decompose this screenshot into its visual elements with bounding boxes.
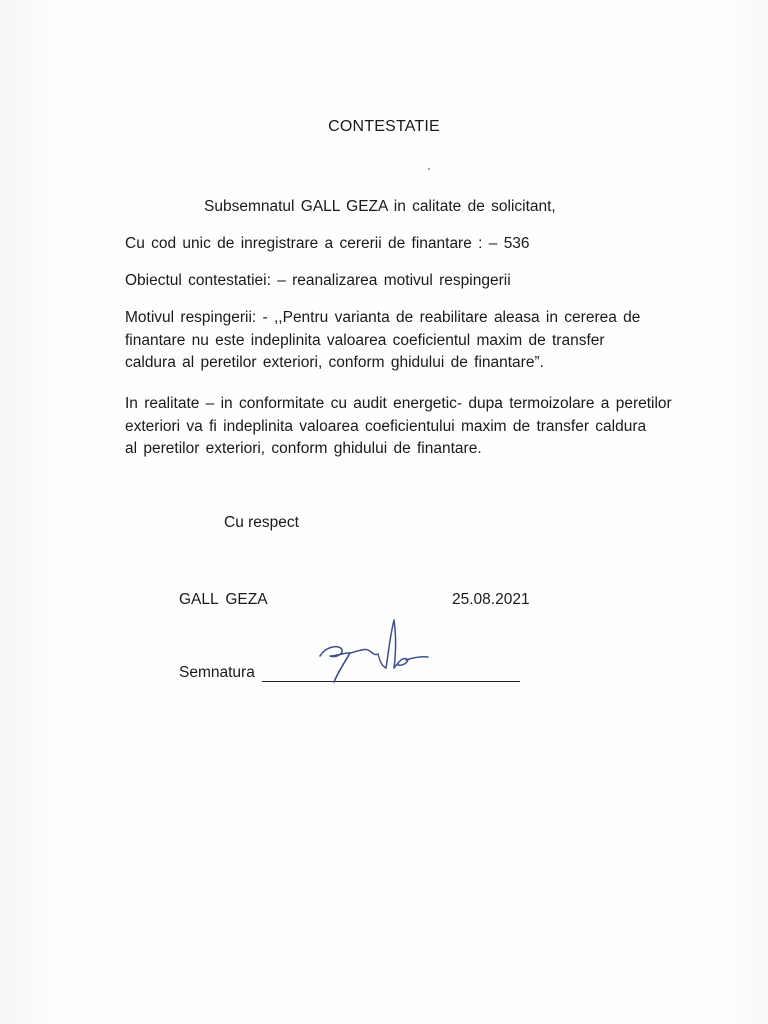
closing-text: Cu respect [224, 514, 299, 531]
rejection-reason-paragraph [125, 307, 725, 375]
signer-name: GALL GEZA [179, 591, 268, 608]
scan-speck [428, 168, 430, 170]
signature-label: Semnatura [179, 664, 255, 681]
handwritten-signature [316, 616, 436, 686]
reality-line-2: exteriori va fi indeplinita valoarea coeficientului maxim de transfer caldura [125, 417, 647, 435]
document-title: CONTESTATIE [328, 118, 440, 135]
reality-line-3: al peretilor exteriori, conform ghidului de finantare. [125, 440, 482, 457]
document-date: 25.08.2021 [452, 591, 530, 608]
rejection-reason-line-1: Motivul respingerii: - ,,Pentru varianta de reabilitare aleasa in cererea de [125, 309, 641, 326]
rejection-reason-line-3: caldura al peretilor exteriori, conform ghidului de finantare”. [125, 354, 544, 371]
reality-paragraph [125, 393, 725, 461]
registration-code-line: Cu cod unic de inregistrare a cererii de finantare : – 536 [125, 235, 530, 252]
applicant-line: Subsemnatul GALL GEZA in calitate de solicitant, [204, 198, 556, 215]
contestation-object-line: Obiectul contestatiei: – reanalizarea motivul respingerii [125, 272, 511, 289]
reality-line-1: In realitate – in conformitate cu audit energetic- dupa termoizolare a peretilor [125, 395, 672, 412]
rejection-reason-line-2: finantare nu este indeplinita valoarea coeficientul maxim de transfer [125, 331, 605, 349]
